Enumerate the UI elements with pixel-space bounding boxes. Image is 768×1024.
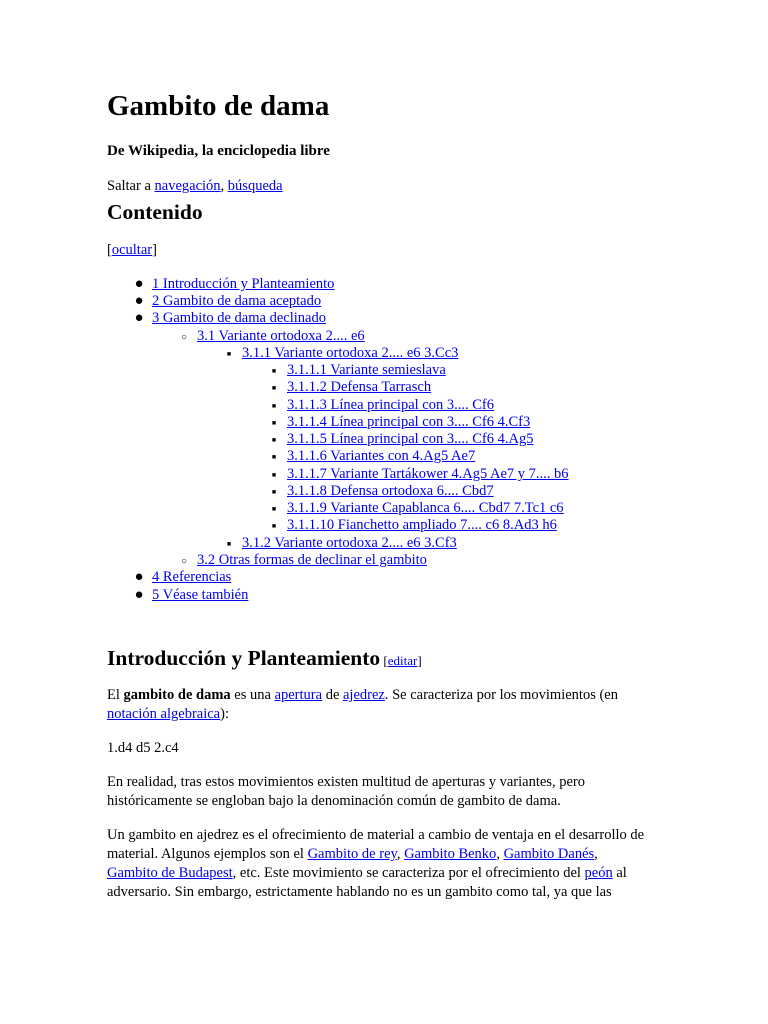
section-edit-links — [380, 653, 422, 668]
link-ajedrez[interactable]: ajedrez — [343, 687, 385, 703]
link-notacion-algebraica[interactable]: notación algebraica — [107, 706, 221, 722]
toc-item[interactable]: ● 4 Referencias — [134, 569, 232, 585]
jump-separator: , — [220, 178, 228, 194]
toc-item[interactable]: ■ 3.1.1.8 Defensa ortodoxa 6.... Cbd7 — [287, 483, 494, 500]
bullet-square-icon: ■ — [271, 367, 277, 375]
section-heading-introduccion — [107, 644, 422, 675]
toc-item[interactable]: ■ 3.1.1.4 Línea principal con 3.... Cf6 4.Cf3 — [287, 414, 530, 431]
bullet-disc-icon: ● — [134, 569, 144, 585]
bullet-disc-icon: ● — [134, 293, 144, 309]
paragraph-gambit: Un gambito en ajedrez es el ofrecimiento de material a cambio de ventaja en el desarrollo de material. Algunos ejemplos son el Gambito de rey, Gambito Benko, Gambito Danés, Gambito de Budapest, etc. Este movimiento se caracteriza por el ofrecimiento del peón al adversario. Sin embargo, estrictamente hablando no es un gambito como tal, ya que las — [107, 827, 645, 900]
jump-navigation-link[interactable]: navegación — [154, 178, 221, 194]
toc-toggle — [107, 239, 157, 261]
bullet-square-icon: ■ — [226, 350, 232, 358]
link-gambito-de-rey[interactable]: Gambito de rey — [307, 846, 397, 862]
bullet-square-icon: ■ — [271, 402, 277, 410]
paragraph-moves: 1.d4 d5 2.c4 — [107, 740, 179, 756]
section-heading-text: Introducción y Planteamiento — [107, 646, 381, 670]
bullet-square-icon: ■ — [271, 471, 277, 479]
toc-item[interactable]: ● 1 Introducción y Planteamiento — [134, 276, 335, 292]
jump-links — [107, 175, 283, 197]
site-subtitle: De Wikipedia, la enciclopedia libre — [107, 143, 330, 159]
toc-item[interactable]: ■ 3.1.1.7 Variante Tartákower 4.Ag5 Ae7 y 7.... b6 — [287, 466, 569, 483]
toc-item[interactable]: ○ 3.1 Variante ortodoxa 2.... e6 — [197, 328, 365, 345]
link-peon[interactable]: peón — [584, 865, 613, 881]
toc-hide-link[interactable]: ocultar — [111, 242, 153, 258]
bullet-square-icon: ■ — [226, 540, 232, 548]
bullet-square-icon: ■ — [271, 453, 277, 461]
toc-item[interactable]: ○ 3.2 Otras formas de declinar el gambito — [197, 552, 427, 569]
edit-link[interactable]: editar — [387, 653, 418, 668]
jump-prefix: Saltar a — [107, 178, 155, 194]
bullet-circle-icon: ○ — [180, 332, 188, 343]
bullet-square-icon: ■ — [271, 522, 277, 530]
bullet-disc-icon: ● — [134, 276, 144, 292]
link-gambito-de-budapest[interactable]: Gambito de Budapest — [107, 865, 233, 881]
bold-term: gambito de dama — [123, 687, 231, 703]
link-apertura[interactable]: apertura — [274, 687, 323, 703]
toc-item[interactable]: ■ 3.1.1.6 Variantes con 4.Ag5 Ae7 — [287, 448, 475, 465]
toc-item[interactable]: ● 5 Véase también — [134, 587, 249, 603]
paragraph-definition: El gambito de dama es una apertura de ajedrez. Se caracteriza por los movimientos (en notación algebraica): — [107, 687, 618, 722]
bullet-square-icon: ■ — [271, 436, 277, 444]
bullet-square-icon: ■ — [271, 419, 277, 427]
paragraph-variants: En realidad, tras estos movimientos existen multitud de aperturas y variantes, pero históricamente se engloban bajo la denominación común de gambito de dama. — [107, 774, 585, 809]
bullet-disc-icon: ● — [134, 310, 144, 326]
toc-item[interactable]: ■ 3.1.1.9 Variante Capablanca 6.... Cbd7 7.Tc1 c6 — [287, 500, 564, 517]
bullet-disc-icon: ● — [134, 587, 144, 603]
link-gambito-benko[interactable]: Gambito Benko — [404, 846, 497, 862]
toc-item[interactable]: ■ 3.1.1.1 Variante semieslava — [287, 362, 446, 379]
toc-toggle-bracket-close: ] — [152, 242, 157, 258]
bullet-square-icon: ■ — [271, 505, 277, 513]
toc-item[interactable]: ■ 3.1.1.3 Línea principal con 3.... Cf6 — [287, 397, 494, 414]
bullet-square-icon: ■ — [271, 488, 277, 496]
toc-item[interactable]: ■ 3.1.1 Variante ortodoxa 2.... e6 3.Cc3 — [242, 345, 458, 362]
toc-item[interactable]: ■ 3.1.1.10 Fianchetto ampliado 7.... c6 8.Ad3 h6 — [287, 517, 557, 534]
bullet-square-icon: ■ — [271, 384, 277, 392]
bullet-circle-icon: ○ — [180, 556, 188, 567]
link-gambito-danes[interactable]: Gambito Danés — [503, 846, 595, 862]
toc-title: Contenido — [107, 200, 203, 224]
edit-bracket-open: [ — [380, 653, 388, 668]
page-title: Gambito de dama — [107, 90, 330, 122]
toc-item[interactable]: ● 2 Gambito de dama aceptado — [134, 293, 322, 309]
toc-item[interactable]: ■ 3.1.2 Variante ortodoxa 2.... e6 3.Cf3 — [242, 535, 457, 552]
toc-item[interactable]: ■ 3.1.1.2 Defensa Tarrasch — [287, 379, 431, 396]
jump-search-link[interactable]: búsqueda — [227, 178, 283, 194]
edit-bracket-close: ] — [417, 653, 422, 668]
toc-item[interactable]: ■ 3.1.1.5 Línea principal con 3.... Cf6 4.Ag5 — [287, 431, 533, 448]
toc-item[interactable]: ● 3 Gambito de dama declinado — [134, 310, 326, 326]
toc-toggle-bracket-open: [ — [107, 242, 112, 258]
